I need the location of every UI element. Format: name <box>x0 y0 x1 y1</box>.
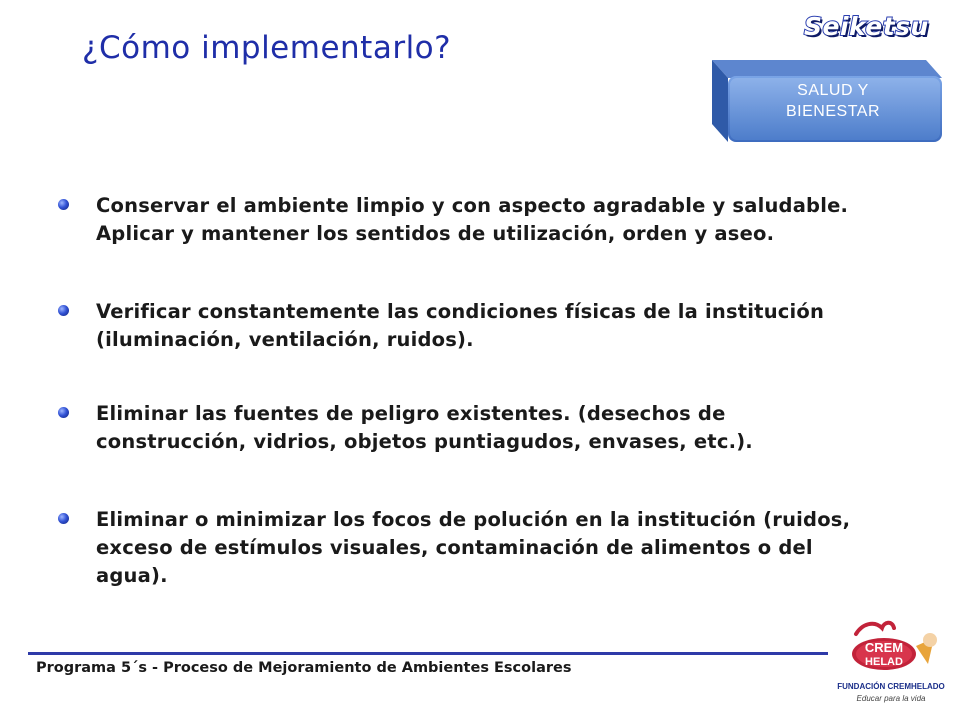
svg-text:CREM: CREM <box>864 640 904 655</box>
bullet-text: Conservar el ambiente limpio y con aspecto agradable y saludable. Aplicar y mantener los sentidos de utilización, orden y aseo. <box>96 194 849 245</box>
bullet-icon <box>58 305 69 316</box>
bullet-icon <box>58 513 69 524</box>
cremhelado-logo <box>836 620 946 715</box>
svg-text:HELAD: HELAD <box>865 656 903 668</box>
salud-bienestar-badge <box>712 56 944 144</box>
bullet-text: Verificar constantemente las condiciones físicas de la institución (iluminación, ventilación, ruidos). <box>96 300 825 351</box>
seiketsu-heading: Seiketsu <box>804 12 929 41</box>
footer-divider <box>28 652 828 655</box>
footer-text: Programa 5´s - Proceso de Mejoramiento de Ambientes Escolares <box>36 660 572 676</box>
badge-line1: SALUD Y <box>797 82 869 99</box>
cremhelado-logo-icon <box>836 620 946 682</box>
bullet-text: Eliminar o minimizar los focos de polución en la institución (ruidos, exceso de estímulos visuales, contaminación de alimentos o del agua). <box>96 508 851 587</box>
logo-name: FUNDACIÓN CREMHELADO <box>837 682 945 691</box>
logo-tagline: Educar para la vida <box>856 694 926 703</box>
badge-line2: BIENESTAR <box>786 103 880 120</box>
bullet-icon <box>58 199 69 210</box>
bullet-text: Eliminar las fuentes de peligro existentes. (desechos de construcción, vidrios, objetos puntiagudos, envases, etc.). <box>96 402 753 453</box>
bullet-icon <box>58 407 69 418</box>
badge-label <box>738 80 928 122</box>
page-title: ¿Cómo implementarlo? <box>82 30 452 66</box>
